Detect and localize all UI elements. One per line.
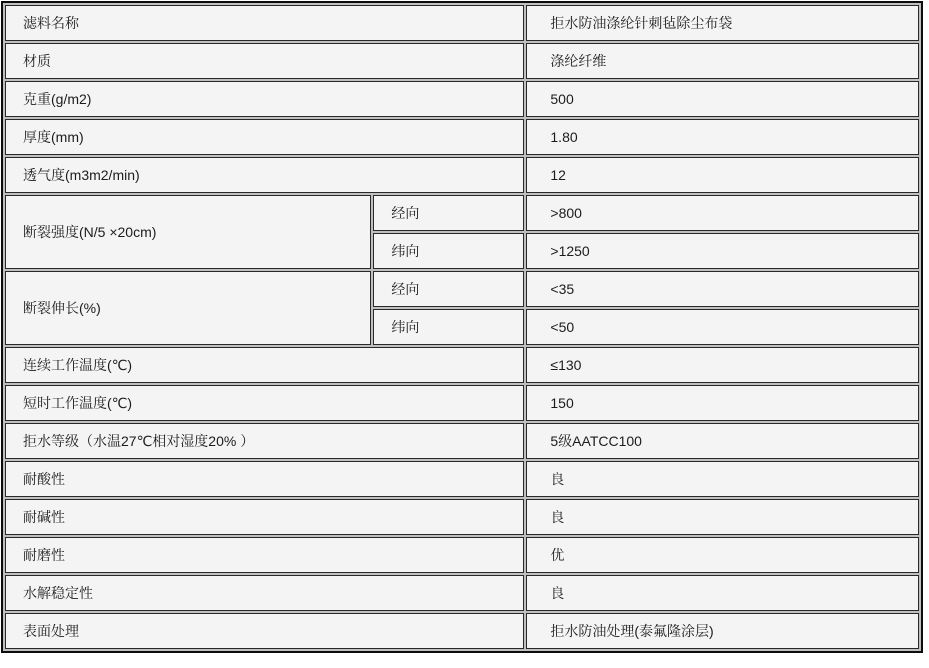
spec-label: 透气度(m3m2/min) [5,157,524,193]
spec-value: 拒水防油涤纶针刺毡除尘布袋 [526,5,919,41]
spec-value: ≤130 [526,347,919,383]
spec-value: >1250 [526,233,919,269]
table-row [5,81,919,117]
spec-value: 拒水防油处理(泰氟隆涂层) [526,613,919,649]
table-row [5,423,919,459]
spec-value: <50 [526,309,919,345]
spec-value: 1.80 [526,119,919,155]
spec-value: 优 [526,537,919,573]
spec-sub-label: 经向 [373,195,524,231]
table-row [5,499,919,535]
spec-value: 500 [526,81,919,117]
table-row [5,385,919,421]
table-row [5,43,919,79]
filter-spec-table [1,1,923,653]
spec-label: 克重(g/m2) [5,81,524,117]
table-row [5,575,919,611]
spec-value: 5级AATCC100 [526,423,919,459]
table-row [5,271,919,307]
spec-label: 材质 [5,43,524,79]
spec-label: 厚度(mm) [5,119,524,155]
spec-label: 水解稳定性 [5,575,524,611]
spec-sub-label: 纬向 [373,309,524,345]
spec-label: 耐磨性 [5,537,524,573]
spec-sub-label: 经向 [373,271,524,307]
spec-value: 良 [526,575,919,611]
table-row [5,5,919,41]
spec-label: 拒水等级（水温27℃相对湿度20% ） [5,423,524,459]
spec-label: 耐酸性 [5,461,524,497]
spec-value: 150 [526,385,919,421]
table-row [5,119,919,155]
table-row [5,157,919,193]
table-row [5,537,919,573]
table-row [5,461,919,497]
table-row [5,613,919,649]
spec-label: 表面处理 [5,613,524,649]
spec-label: 连续工作温度(℃) [5,347,524,383]
spec-value: 12 [526,157,919,193]
spec-label: 耐碱性 [5,499,524,535]
table-row [5,195,919,231]
spec-label: 短时工作温度(℃) [5,385,524,421]
spec-label: 滤料名称 [5,5,524,41]
spec-value: >800 [526,195,919,231]
spec-value: 良 [526,499,919,535]
spec-value: 涤纶纤维 [526,43,919,79]
spec-label-breaking-elongation: 断裂伸长(%) [5,271,371,345]
spec-sub-label: 纬向 [373,233,524,269]
table-row [5,347,919,383]
spec-label-breaking-strength: 断裂强度(N/5 ×20cm) [5,195,371,269]
spec-value: 良 [526,461,919,497]
spec-value: <35 [526,271,919,307]
